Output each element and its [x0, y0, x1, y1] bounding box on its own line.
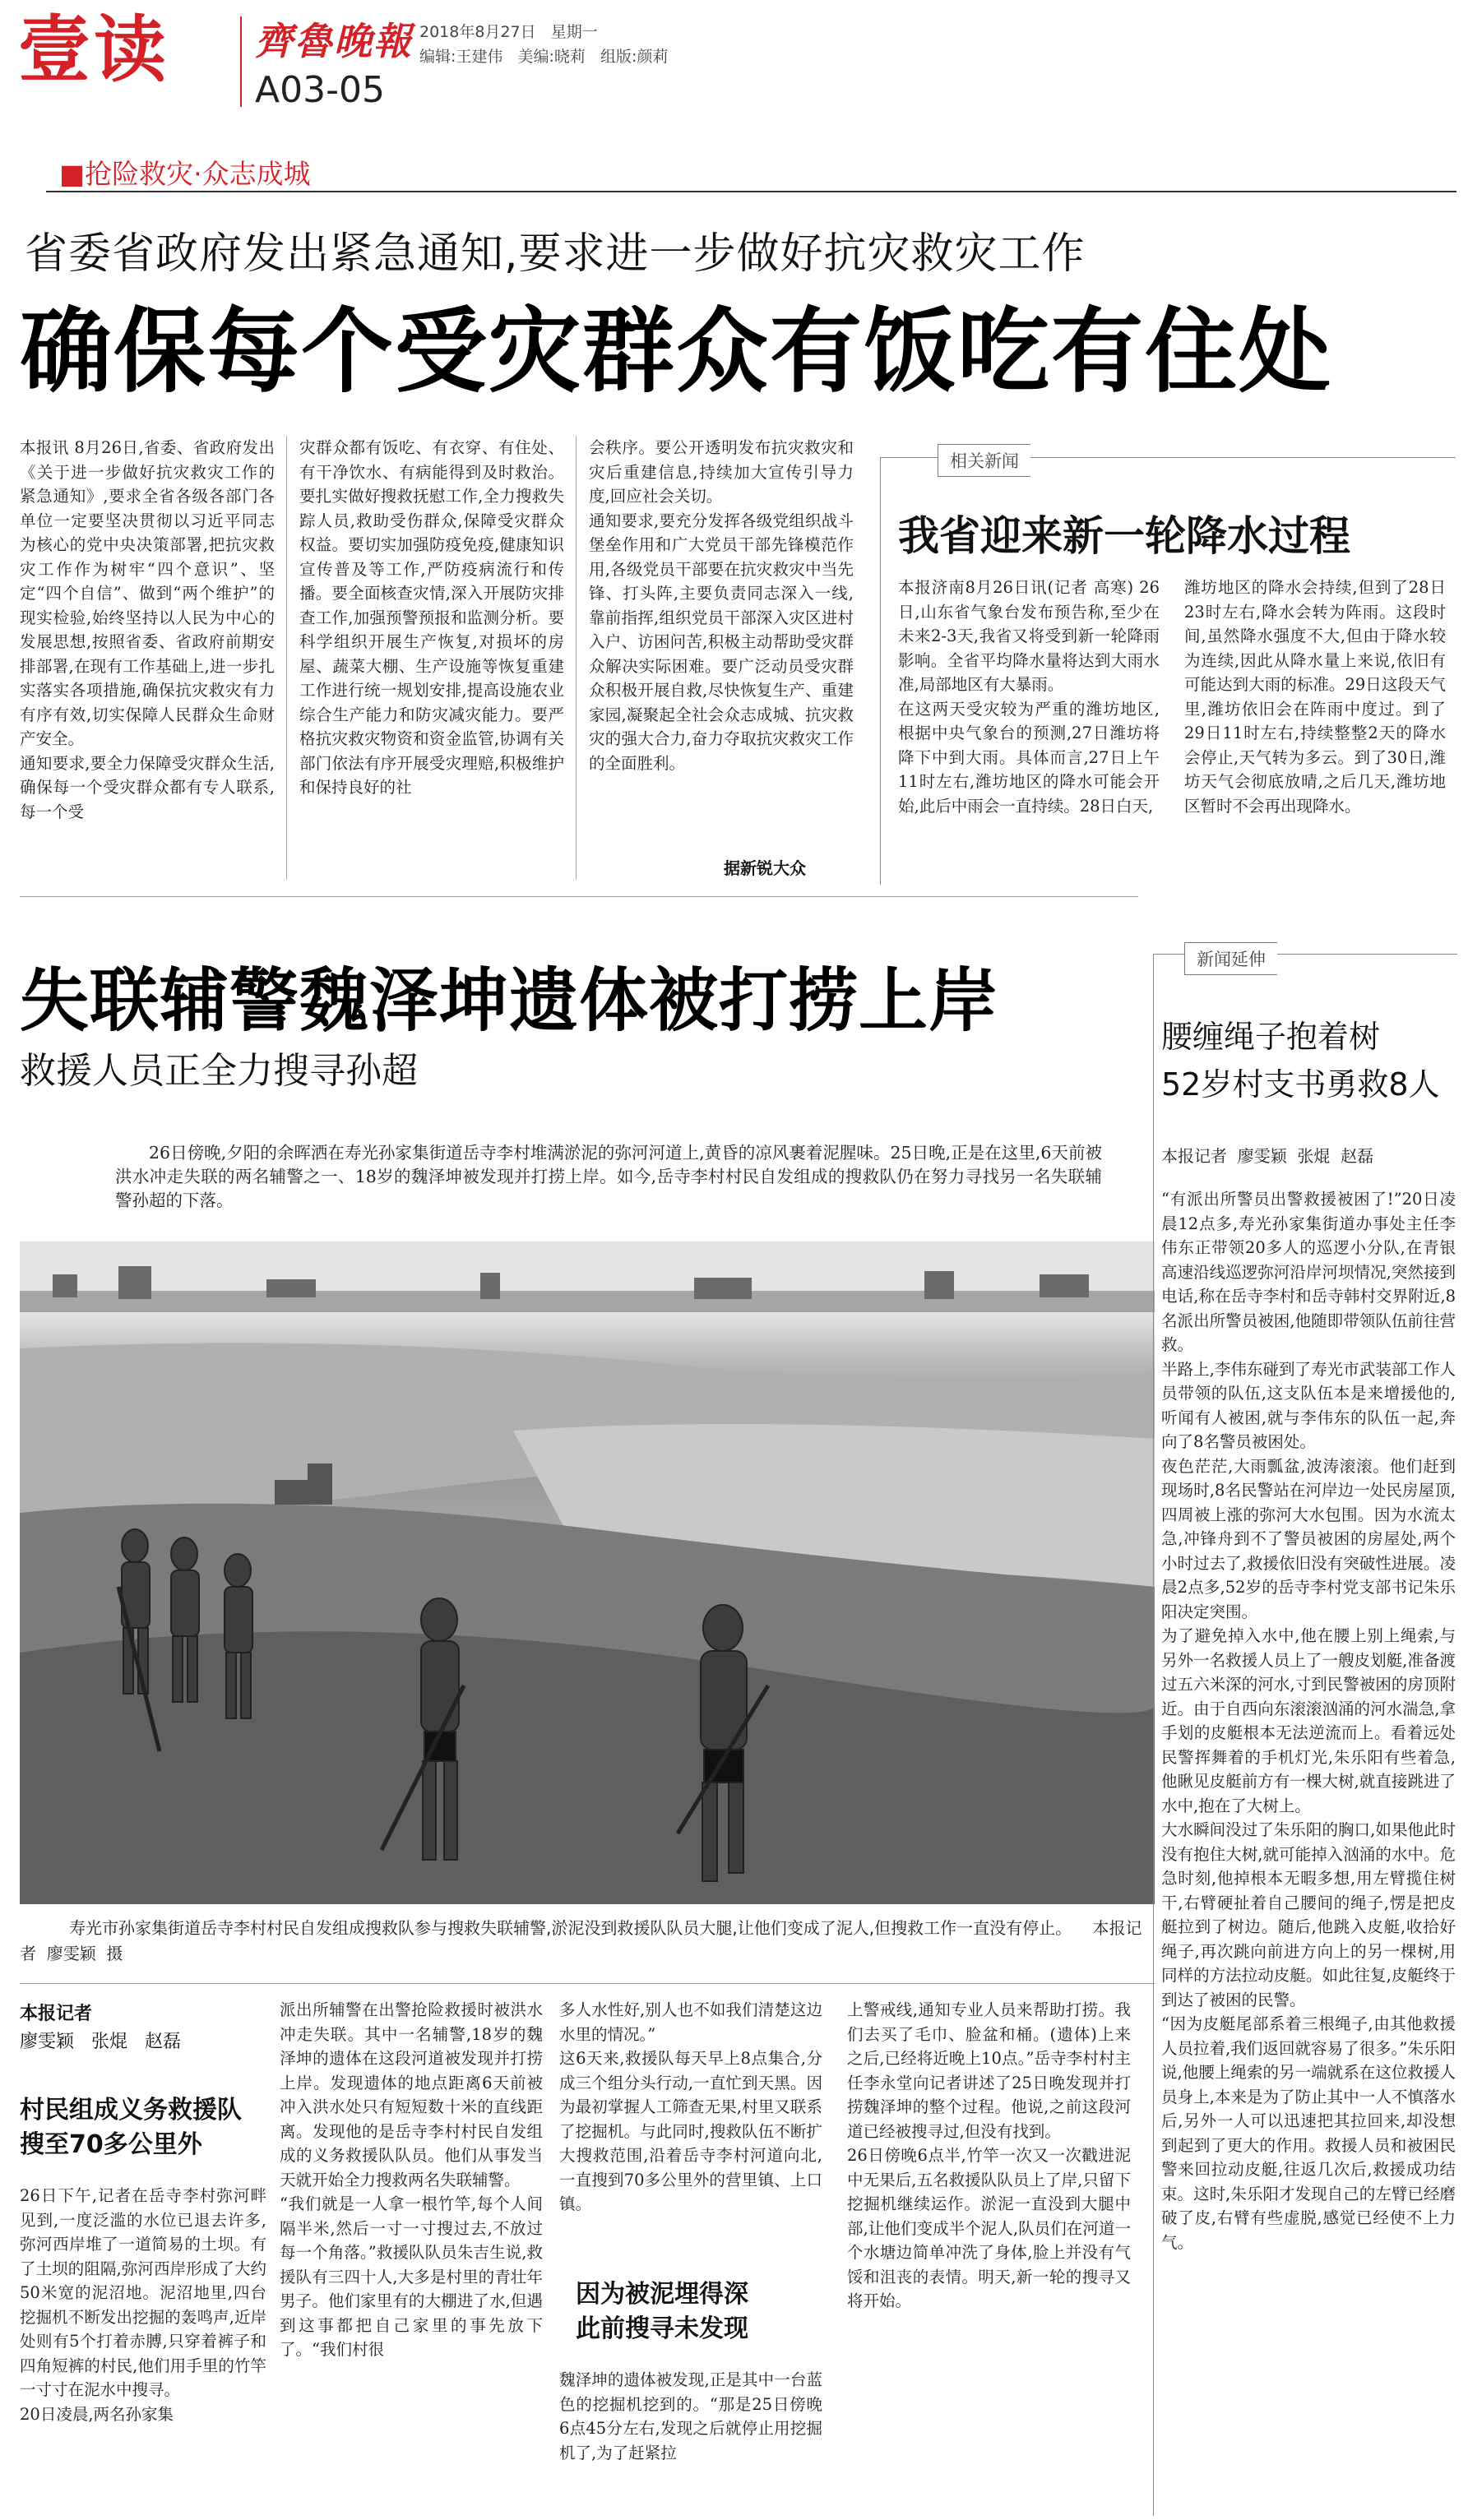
main-intro: 26日傍晚,夕阳的余晖洒在寿光孙家集街道岳寺李村堆满淤泥的弥河河道上,黄昏的凉风裹着泥腥味。25日晚,正是在这里,6天前被洪水冲走失联的两名辅警之一、18岁的魏泽坤被发现并打捞上岸。如今,岳寺李村村民自发组成的搜救队仍在努力寻找另一名失联辅警孙超的下落。 — [115, 1143, 1102, 1210]
related-body-col2: 潍坊地区的降水会持续,但到了28日23时左右,降水会转为阵雨。这段时间,虽然降水强度不大,但由于降水较为连续,因此从降水量上来说,依旧有可能达到大雨的标准。29日这段天气里,潍坊依旧会在阵雨中度过。到了29日11时左右,持续整整2天的降水会停止,天气转为多云。到了30日,潍坊天气会彻底放晴,之后几天,潍坊地区暂时不会再出现降水。 — [1184, 578, 1446, 816]
paper-name-logo: 齊魯晚報 — [255, 19, 413, 63]
related-news-tag: 相关新闻 — [938, 444, 1030, 477]
section-title: 壹读 — [18, 7, 170, 92]
main-body-col3b: 魏泽坤的遗体被发现,正是其中一台蓝色的挖掘机挖到的。“那是25日傍晚6点45分左右,发现之后就停止用挖掘机了,为了赶紧拉 — [559, 2370, 822, 2462]
lead-body-col1: 本报讯 8月26日,省委、省政府发出《关于进一步做好抗灾救灾工作的紧急通知》,要求全省各级各部门各单位一定要坚决贯彻以习近平同志为核心的党中央决策部署,把抗灾救灾工作作为树牢“四个意识”、坚定“四个自信”、做到“两个维护”的现实检验,始终坚持以人民为中心的发展思想,按照省委、省政府前期安排部署,在现有工作基础上,进一步扎实落实各项措施,确保抗灾救灾有力有序有效,切实保障人民群众生命财产安全。 通知要求,要全力保障受灾群众生活,确保每一个受灾群众都有专人联系,每一个受 — [20, 438, 275, 821]
lead-body-col2: 灾群众都有饭吃、有衣穿、有住处、有干净饮水、有病能得到及时救治。要扎实做好搜救抚慰工作,全力搜救失踪人员,救助受伤群众,保障受灾群众权益。要切实加强防疫免疫,健康知识宣传普及等工作,严防疫病流行和传播。要全面核查灾情,深入开展防灾排查工作,加强预警预报和监测分析。要科学组织开展生产恢复,对损坏的房屋、蔬菜大棚、生产设施等恢复重建工作进行统一规划安排,提高设施农业综合生产能力和防灾减灾能力。要严格抗灾救灾物资和资金监管,协调有关部门依法有序开展受灾理赔,积极维护和保持良好的社 — [299, 438, 564, 797]
sidebar-headline-1: 腰缠绳子抱着树 — [1161, 1019, 1381, 1055]
main-subhead3: 因为被泥埋得深 此前搜寻未发现 — [576, 2280, 748, 2343]
main-body-col2: 派出所辅警在出警抢险救援时被洪水冲走失联。其中一名辅警,18岁的魏泽坤的遗体在这段河道被发现并打捞上岸。发现遗体的地点距离6天前被冲入洪水处只有短短数十米的直线距离。发现他的是岳寺李村村民自发组成的义务救援队队员。他们从事发当天就开始全力搜救两名失联辅警。 “我们就是一人拿一根竹竿,每个人间隔半米,然后一寸一寸搜过去,不放过每一个角落。”救援队队员朱吉生说,救援队有三四十人,大多是村里的青壮年男子。他们家里有的大棚进了水,但遇到这事都把自己家里的事先放下了。“我们村很 — [280, 2000, 543, 2359]
main-subhead: 救援人员正全力搜寻孙超 — [20, 1050, 418, 1092]
related-headline: 我省迎来新一轮降水过程 — [898, 512, 1350, 560]
col-divider — [576, 436, 577, 880]
weekday: 星期一 — [550, 23, 598, 41]
main-body-col1: 26日下午,记者在岳寺李村弥河畔见到,一度泛滥的水位已退去许多,弥河西岸堆了一道简易的土坝。有了土坝的阻隔,弥河西岸形成了大约50米宽的泥沼地。泥沼地里,四台挖掘机不断发出挖掘的轰鸣声,近岸处则有5个打着赤膊,只穿着裤子和四角短裤的村民,他们用手里的竹竿一寸寸在泥水中搜寻。 20日凌晨,两名孙家集 — [20, 2186, 266, 2424]
sidebar-news-tag: 新闻延伸 — [1184, 942, 1277, 975]
sidebar-border — [1153, 954, 1154, 2516]
date: 2018年8月27日 — [419, 23, 536, 41]
editors-line: 编辑:王建伟 美编:晓莉 组版:颜莉 — [419, 48, 669, 66]
photo-caption: 寿光市孙家集街道岳寺李村村民自发组成搜救队参与搜救失联辅警,淤泥没到救援队队员大腿,让他们变成了泥人,但搜救工作一直没有停止。 本报记者 廖雯颖 摄 — [20, 1918, 1142, 1963]
lead-headline: 确保每个受灾群众有饭吃有住处 — [20, 298, 1332, 405]
col-divider — [286, 436, 287, 880]
sidebar-body: “有派出所警员出警救援被困了!”20日凌晨12点多,寿光孙家集街道办事处主任李伟东正带领20多人的巡逻小分队,在青银高速沿线巡逻弥河沿岸河坝情况,突然接到电话,称在岳寺李村和岳寺韩村交界附近,8名派出所警员被困,他随即带领队伍前往营救。 半路上,李伟东碰到了寿光市武装部工作人员带领的队伍,这支队伍本是来增援他的,听闻有人被困,就与李伟东的队伍一起,奔向了8名警员被困处。 夜色茫茫,大雨瓢盆,波涛滚滚。他们赶到现场时,8名民警站在河岸边一处民房屋顶,四周被上涨的弥河大水包围。因为水流太急,冲锋舟到不了警员被困的房屋处,两个小时过去了,救援依旧没有突破性进展。凌晨2点多,52岁的岳寺李村党支部书记朱乐阳决定突围。 为了避免掉入水中,他在腰上别上绳索,与另外一名救援人员上了一艘皮划艇,准备渡过五六米深的河水,寸到民警被困的房顶附近。由于自西向东滚滚汹涌的河水湍急,拿手划的皮艇根本无法逆流而上。看着远处民警挥舞着的手机灯光,朱乐阳有些着急,他瞅见皮艇前方有一棵大树,就直接跳进了水中,抱在了大树上。 大水瞬间没过了朱乐阳的胸口,如果他此时没有抱住大树,就可能掉入汹涌的水中。危急时刻,他掉根本无暇多想,用左臂揽住树干,右臂硬扯着自己腰间的绳子,愣是把皮艇拉到了树边。随后,他跳入皮艇,收拾好绳子,再次跳向前进方向上的另一棵树,用同样的方法拉动皮艇。如此往复,皮艇终于到达了被困的民警。 “因为皮艇尾部系着三根绳子,由其他救援人员拉着,我们返回就容易了很多。”朱乐阳说,他腰上绳索的另一端就系在这位救援人员身上,本来是为了防止其中一人不慎落水后,另外一人可以迅速把其拉回来,却没想到起到了更大的作用。救援人员和被困民警来回拉动皮艇,往返几次后,救援成功结束。这时,朱乐阳才发现自己的左臂已经磨破了皮,右臂有些虚脱,感觉已经使不上力气。 — [1161, 1190, 1456, 2252]
rescue-photo — [20, 1242, 1155, 1904]
date-line — [419, 20, 598, 42]
lead-body-col3: 会秩序。要公开透明发布抗灾救灾和灾后重建信息,持续加大宣传引导力度,回应社会关切。 通知要求,要充分发挥各级党组织战斗堡垒作用和广大党员干部先锋模范作用,各级党员干部要在抗灾救灾中当先锋、打头阵,主要负责同志深入一线,靠前指挥,组织党员干部深入灾区进村入户、访困问苦,积极主动帮助受灾群众解决实际困难。要广泛动员受灾群众积极开展自救,尽快恢复生产、重建家园,凝聚起全社会众志成城、抗灾救灾的强大合力,奋力夺取抗灾救灾工作的全面胜利。 — [589, 438, 854, 773]
sidebar-byline: 本报记者 廖雯颖 张焜 赵磊 — [1161, 1146, 1374, 1166]
main-headline: 失联辅警魏泽坤遗体被打捞上岸 — [20, 960, 999, 1041]
topic-rule — [46, 191, 1456, 192]
lead-kicker: 省委省政府发出紧急通知,要求进一步做好抗灾救灾工作 — [25, 229, 1086, 279]
masthead-divider — [240, 16, 242, 107]
caption-rule — [20, 1983, 1155, 1984]
topic-label: ■抢险救灾·众志成城 — [59, 158, 311, 190]
main-body-col3: 多人水性好,别人也不如我们清楚这边水里的情况。” 这6天来,救援队每天早上8点集合,分成三个组分头行动,一直忙到天黑。因为最初掌握人工筛查无果,村里又联系了挖掘机。与此同时,搜救队伍不断扩大搜救范围,沿着岳寺李村河道向北,一直搜到70多公里外的营里镇、上口镇。 — [559, 2000, 822, 2213]
lead-source: 据新锐大众 — [724, 858, 806, 878]
rescue-photo-illustration — [20, 1242, 1155, 1904]
main-subhead2: 村民组成义务救援队 搜至70多公里外 — [20, 2096, 242, 2159]
main-body-col4: 上警戒线,通知专业人员来帮助打捞。我们去买了毛巾、脸盆和桶。(遗体)上来之后,已经将近晚上10点。”岳寺李村村主任李永堂向记者讲述了25日晚发现并打捞魏泽坤的整个过程。他说,之前这段河道已经被搜寻过,但没有找到。 26日傍晚6点半,竹竿一次又一次戳进泥中无果后,五名救援队队员上了岸,只留下挖掘机继续运作。淤泥一直没到大腿中部,让他们变成半个泥人,队员们在河道一个水塘边简单冲洗了身体,脸上并没有气馁和沮丧的表情。明天,新一轮的搜寻又将开始。 — [847, 2000, 1131, 2310]
related-body-col1: 本报济南8月26日讯(记者 高寒) 26日,山东省气象台发布预告称,至少在未来2-3天,我省又将受到新一轮降雨影响。全省平均降水量将达到大雨水准,局部地区有大暴雨。 在这两天受灾较为严重的潍坊地区,根据中央气象台的预测,27日潍坊将降下中到大雨。具体而言,27日上午11时左右,潍坊地区的降水可能会开始,此后中雨会一直持续。28日白天, — [898, 578, 1160, 816]
main-byline-label: 本报记者 — [20, 2004, 93, 2024]
page-code: A03-05 — [255, 69, 385, 111]
main-byline-names: 廖雯颖 张焜 赵磊 — [20, 2032, 181, 2052]
section-rule — [20, 896, 1138, 897]
sidebar-headline-2: 52岁村支书勇救8人 — [1161, 1066, 1440, 1103]
related-border — [880, 457, 881, 885]
